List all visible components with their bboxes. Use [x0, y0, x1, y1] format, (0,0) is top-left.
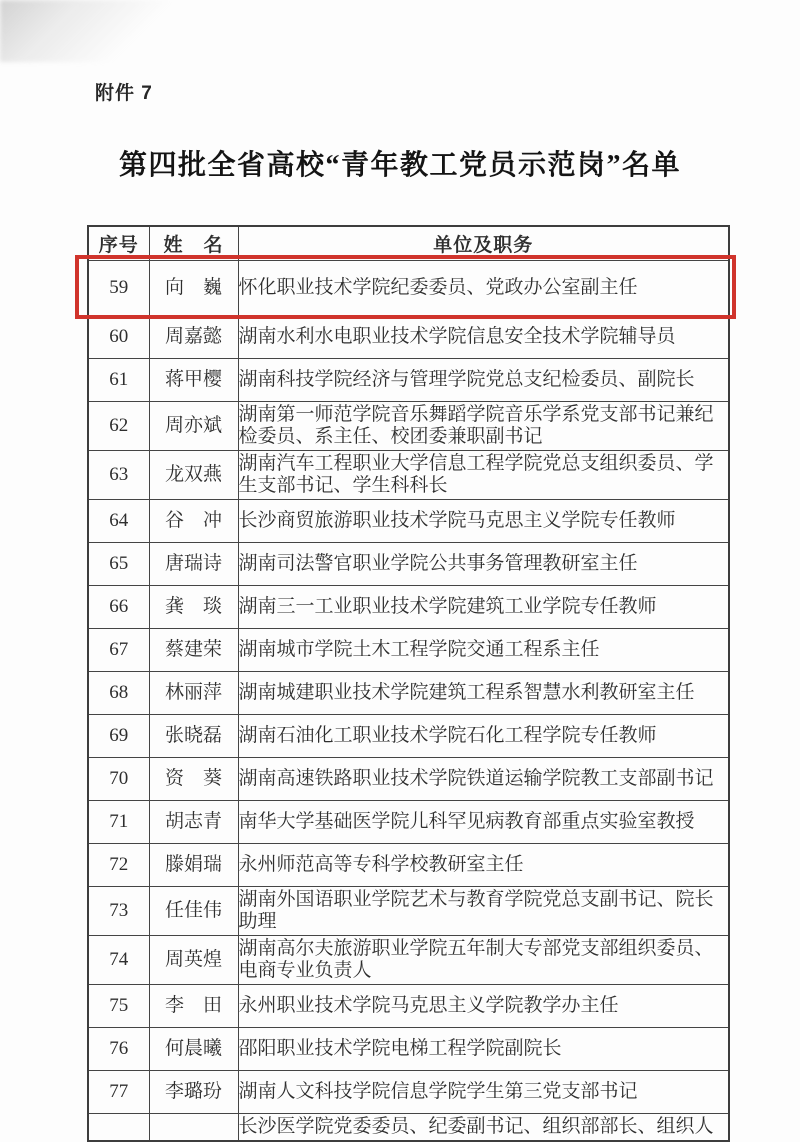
cell-unit: 长沙商贸旅游职业技术学院马克思主义学院专任教师	[238, 500, 729, 543]
cell-unit: 湖南外国语职业学院艺术与教育学院党总支副书记、院长助理	[238, 887, 729, 936]
table-row	[88, 359, 729, 402]
cell-unit: 湖南高速铁路职业技术学院铁道运输学院教工支部副书记	[238, 758, 729, 801]
cell-serial: 74	[88, 936, 149, 985]
cell-unit: 湖南城建职业技术学院建筑工程系智慧水利教研室主任	[238, 672, 729, 715]
cell-name: 周英煌	[149, 936, 238, 985]
cell-serial: 64	[88, 500, 149, 543]
cell-unit: 怀化职业技术学院纪委委员、党政办公室副主任	[238, 261, 729, 316]
cell-serial: 71	[88, 801, 149, 844]
table-row	[88, 586, 729, 629]
cell-serial: 61	[88, 359, 149, 402]
cell-name: 李璐玢	[149, 1071, 238, 1114]
cell-serial: 67	[88, 629, 149, 672]
header-serial: 序号	[88, 226, 149, 261]
cell-name	[149, 1114, 238, 1142]
table-row	[88, 1114, 729, 1142]
cell-unit: 南华大学基础医学院儿科罕见病教育部重点实验室教授	[238, 801, 729, 844]
table-row	[88, 801, 729, 844]
cell-name: 何晨曦	[149, 1028, 238, 1071]
header-name: 姓 名	[149, 226, 238, 261]
cell-serial: 60	[88, 316, 149, 359]
cell-serial: 70	[88, 758, 149, 801]
cell-serial: 63	[88, 451, 149, 500]
cell-serial: 62	[88, 402, 149, 451]
cell-serial: 65	[88, 543, 149, 586]
cell-unit: 湖南三一工业职业技术学院建筑工业学院专任教师	[238, 586, 729, 629]
cell-serial: 59	[88, 261, 149, 316]
attachment-label: 附件 7	[95, 83, 153, 104]
cell-unit: 永州职业技术学院马克思主义学院教学办主任	[238, 985, 729, 1028]
table-row	[88, 887, 729, 936]
cell-name: 周嘉懿	[149, 316, 238, 359]
cell-serial	[88, 1114, 149, 1142]
cell-name: 胡志青	[149, 801, 238, 844]
cell-name: 蔡建荣	[149, 629, 238, 672]
table-row	[88, 629, 729, 672]
cell-unit: 湖南石油化工职业技术学院石化工程学院专任教师	[238, 715, 729, 758]
cell-serial: 73	[88, 887, 149, 936]
cell-name: 李 田	[149, 985, 238, 1028]
cell-unit: 湖南高尔夫旅游职业学院五年制大专部党支部组织委员、电商专业负责人	[238, 936, 729, 985]
table-row	[88, 261, 729, 316]
cell-name: 唐瑞诗	[149, 543, 238, 586]
table-row	[88, 844, 729, 887]
cell-serial: 72	[88, 844, 149, 887]
cell-unit: 湖南城市学院土木工程学院交通工程系主任	[238, 629, 729, 672]
cell-serial: 77	[88, 1071, 149, 1114]
page-title: 第四批全省高校“青年教工党员示范岗”名单	[118, 150, 681, 181]
cell-serial: 75	[88, 985, 149, 1028]
table-row	[88, 985, 729, 1028]
cell-unit: 湖南汽车工程职业大学信息工程学院党总支组织委员、学生支部书记、学生科科长	[238, 451, 729, 500]
cell-unit: 湖南科技学院经济与管理学院党总支纪检委员、副院长	[238, 359, 729, 402]
table-row	[88, 936, 729, 985]
cell-name: 龚 琰	[149, 586, 238, 629]
table-row	[88, 1071, 729, 1114]
cell-name: 向 巍	[149, 261, 238, 316]
cell-name: 蒋甲樱	[149, 359, 238, 402]
table-header	[88, 226, 729, 261]
cell-unit: 永州师范高等专科学校教研室主任	[238, 844, 729, 887]
cell-serial: 68	[88, 672, 149, 715]
cell-name: 周亦斌	[149, 402, 238, 451]
table-row	[88, 316, 729, 359]
cell-name: 张晓磊	[149, 715, 238, 758]
cell-name: 林丽萍	[149, 672, 238, 715]
cell-serial: 69	[88, 715, 149, 758]
table-body	[88, 261, 729, 1142]
table-row	[88, 672, 729, 715]
header-row	[88, 226, 729, 261]
cell-serial: 66	[88, 586, 149, 629]
cell-name: 任佳伟	[149, 887, 238, 936]
table-row	[88, 715, 729, 758]
cell-name: 滕娟瑞	[149, 844, 238, 887]
table-row	[88, 758, 729, 801]
table-row	[88, 451, 729, 500]
cell-name: 资 葵	[149, 758, 238, 801]
table-row	[88, 402, 729, 451]
cell-serial: 76	[88, 1028, 149, 1071]
roster-table	[87, 225, 730, 1142]
cell-unit: 湖南水利水电职业技术学院信息安全技术学院辅导员	[238, 316, 729, 359]
header-unit: 单位及职务	[238, 226, 729, 261]
cell-name: 龙双燕	[149, 451, 238, 500]
cell-unit: 湖南司法警官职业学院公共事务管理教研室主任	[238, 543, 729, 586]
table-row	[88, 543, 729, 586]
table-row	[88, 1028, 729, 1071]
cell-unit: 湖南第一师范学院音乐舞蹈学院音乐学系党支部书记兼纪检委员、系主任、校团委兼职副书记	[238, 402, 729, 451]
cell-name: 谷 冲	[149, 500, 238, 543]
cell-unit: 邵阳职业技术学院电梯工程学院副院长	[238, 1028, 729, 1071]
cell-unit: 长沙医学院党委委员、纪委副书记、组织部部长、组织人	[238, 1114, 729, 1142]
table-row	[88, 500, 729, 543]
scan-shadow-smudge	[0, 0, 170, 62]
cell-unit: 湖南人文科技学院信息学院学生第三党支部书记	[238, 1071, 729, 1114]
